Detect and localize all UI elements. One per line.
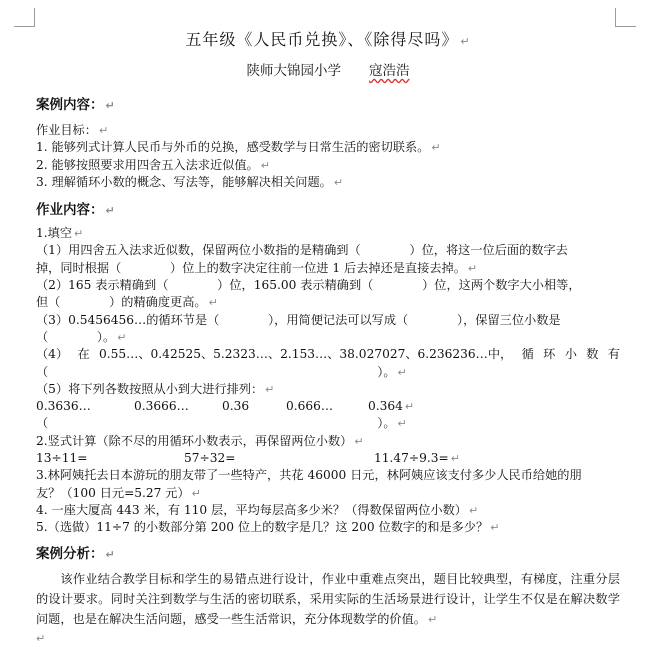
homework-block bbox=[36, 225, 620, 536]
paragraph-mark-icon: ↵ bbox=[117, 330, 127, 344]
question-1-4-blank: （ ）。 ↵ bbox=[36, 364, 407, 379]
paragraph-mark-icon: ↵ bbox=[397, 365, 407, 379]
paragraph-mark-icon: ↵ bbox=[397, 417, 407, 431]
question-2-items bbox=[36, 450, 620, 467]
q4-part: 循 bbox=[521, 347, 534, 362]
number-item: 0.36 bbox=[222, 399, 250, 414]
question-1-2-cont: 但（ ）的精确度更高。 ↵ bbox=[36, 295, 218, 310]
document-page bbox=[36, 28, 620, 647]
question-1-3: （3）0.5456456…的循环节是（ ），用简便记法可以写成（ ），保留三位小数是 bbox=[36, 312, 561, 327]
paragraph-mark-icon: ↵ bbox=[333, 175, 344, 189]
paragraph-mark-icon: ↵ bbox=[490, 521, 500, 535]
question-1-3-cont: （ ）。 ↵ bbox=[36, 329, 127, 344]
paragraph-mark-icon: ↵ bbox=[208, 296, 218, 310]
question-1-title: 1.填空 ↵ bbox=[36, 226, 84, 241]
goals-block bbox=[36, 122, 620, 191]
calc-item: 13÷11= bbox=[36, 451, 88, 466]
paragraph-mark-icon: ↵ bbox=[105, 99, 115, 112]
question-1-2: （2）165 表示精确到（ ）位，165.00 表示精确到（ ）位，这两个数字大小相等， bbox=[36, 278, 581, 293]
question-3: 3.林阿姨托去日本游玩的朋友带了一些特产，共花 46000 日元，林阿姨应该支付多少人民币给她的朋 bbox=[36, 468, 582, 483]
q4-part: 数 bbox=[586, 347, 599, 362]
q4-part: 小 bbox=[564, 347, 577, 362]
question-5: 5.（选做）11÷7 的小数部分第 200 位上的数字是几？这 200 位数字的和是多少？ ↵ bbox=[36, 520, 500, 535]
question-3-cont: 友？（100 日元=5.27 元） ↵ bbox=[36, 485, 201, 500]
paragraph-mark-icon: ↵ bbox=[98, 124, 109, 137]
number-list bbox=[36, 398, 620, 415]
paragraph-mark-icon: ↵ bbox=[191, 486, 201, 500]
paragraph-mark-icon: ↵ bbox=[450, 452, 460, 466]
paragraph-mark-icon: ↵ bbox=[265, 382, 275, 396]
calc-item: 11.47÷9.3= bbox=[374, 451, 449, 466]
title-text: 五年级《人民币兑换》、《除得尽吗》 bbox=[185, 30, 459, 49]
q4-part: 0.55…、0.42525、5.2323…、2.153…、38.027027、6.236236…中， bbox=[99, 347, 513, 362]
paragraph-mark-icon: ↵ bbox=[74, 227, 84, 241]
school-name: 陕师大锦园小学 bbox=[246, 63, 341, 79]
paragraph-mark-icon: ↵ bbox=[468, 503, 479, 517]
question-1-1-cont: 掉，同时根据（ ）位上的数字决定往前一位进 1 后去掉还是直接去掉。 ↵ bbox=[36, 260, 478, 275]
page-corner-mark-right bbox=[615, 8, 636, 27]
question-1-1: （1）用四舍五入法求近似数，保留两位小数指的是精确到（ ）位，将这一位后面的数字去 bbox=[36, 243, 568, 258]
analysis-paragraph: 该作业结合教学目标和学生的易错点进行设计，作业中重难点突出，题目比较典型，有梯度，注重分层的设计要求。同时关注到数学与生活的密切联系，采用实际的生活场景进行设计，让学生不仅是在解决数学问题，也是在解决生活问题，感受一些生活常识，充分体现数学的价值。 ↵ bbox=[36, 571, 620, 626]
paragraph-mark-icon: ↵ bbox=[404, 400, 415, 414]
question-1-4 bbox=[36, 346, 620, 363]
goal-line: 3. 理解循环小数的概念、写法等，能够解决相关问题。 ↵ bbox=[36, 174, 344, 189]
section-heading-case-analysis: 案例分析： ↵ bbox=[36, 545, 115, 562]
paragraph-mark-icon: ↵ bbox=[260, 158, 270, 172]
paragraph-mark-icon: ↵ bbox=[354, 434, 364, 448]
number-item: 0.364 bbox=[368, 399, 403, 414]
paragraph-mark-icon: ↵ bbox=[467, 261, 478, 275]
goal-heading: 作业目标： ↵ bbox=[36, 123, 109, 137]
paragraph-mark-icon: ↵ bbox=[105, 204, 115, 218]
number-item: 0.3666… bbox=[134, 399, 189, 414]
q4-part: 在 bbox=[77, 347, 90, 362]
question-2: 2.竖式计算（除不尽的用循环小数表示，再保留两位小数） ↵ bbox=[36, 433, 364, 448]
paragraph-mark-icon: ↵ bbox=[428, 612, 438, 626]
q4-part: 有 bbox=[607, 347, 620, 362]
author-name: 寇浩浩 bbox=[369, 63, 410, 79]
question-1-5: （5）将下列各数按照从小到大进行排列： ↵ bbox=[36, 381, 275, 396]
empty-paragraph bbox=[36, 630, 620, 647]
section-heading-homework-content: 作业内容： ↵ bbox=[36, 202, 115, 219]
goal-line: 1. 能够列式计算人民币与外币的兑换，感受数学与日常生活的密切联系。 ↵ bbox=[36, 140, 441, 155]
number-item: 0.3636… bbox=[36, 399, 91, 414]
question-4: 4. 一座大厦高 443 米，有 110 层，平均每层高多少米？（得数保留两位小数） ↵ bbox=[36, 502, 479, 517]
q4-part: 环 bbox=[543, 347, 556, 362]
calc-item: 57÷32= bbox=[184, 451, 236, 466]
question-1-5-blank: （ ）。 ↵ bbox=[36, 416, 407, 431]
document-title bbox=[36, 28, 620, 52]
goal-line: 2. 能够按照要求用四舍五入法求近似值。 ↵ bbox=[36, 157, 270, 172]
paragraph-mark-icon: ↵ bbox=[460, 35, 471, 48]
paragraph-mark-icon: ↵ bbox=[36, 631, 46, 645]
page-corner-mark-left bbox=[14, 8, 35, 27]
paragraph-mark-icon: ↵ bbox=[431, 141, 441, 155]
section-heading-case-content: 案例内容： ↵ bbox=[36, 97, 115, 113]
paragraph-mark-icon: ↵ bbox=[105, 547, 115, 561]
byline bbox=[36, 59, 620, 83]
number-item: 0.666… bbox=[286, 399, 334, 414]
q4-part: （4） bbox=[36, 347, 69, 362]
